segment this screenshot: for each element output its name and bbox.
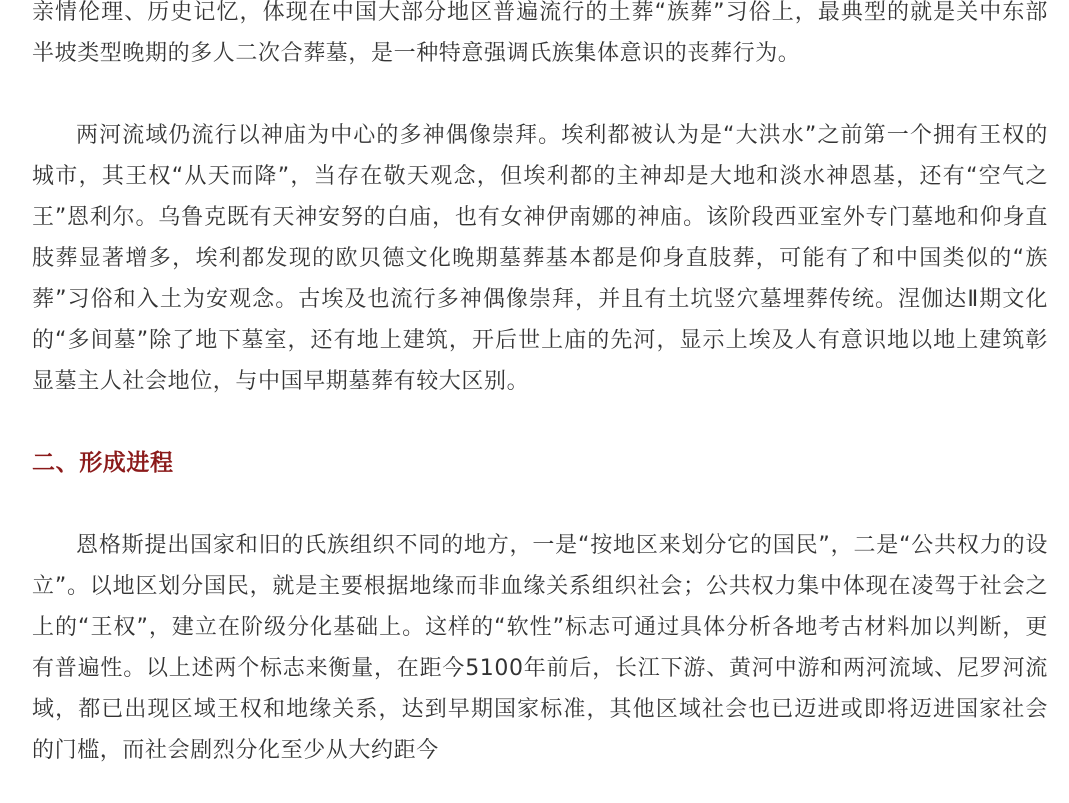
- paragraph-spacer: [32, 402, 1048, 443]
- paragraph-spacer: [32, 484, 1048, 525]
- paragraph-burial-customs: 亲情伦理、历史记忆，体现在中国大部分地区普遍流行的土葬“族葬”习俗上，最典型的就是关中东部半坡类型晚期的多人二次合葬墓，是一种特意强调氏族集体意识的丧葬行为。: [32, 0, 1048, 66]
- paragraph-spacer: [32, 74, 1048, 115]
- section-heading: 二、形成进程: [32, 450, 174, 476]
- article-body: [32, 0, 1048, 771]
- paragraph-mesopotamia-egypt: 两河流域仍流行以神庙为中心的多神偶像崇拜。埃利都被认为是“大洪水”之前第一个拥有王权的城市，其王权“从天而降”，当存在敬天观念，但埃利都的主神却是大地和淡水神恩基，还有“空气之王”恩利尔。乌鲁克既有天神安努的白庙，也有女神伊南娜的神庙。该阶段西亚室外专门墓地和仰身直肢葬显著增多，埃利都发现的欧贝德文化晚期墓葬基本都是仰身直肢葬，可能有了和中国类似的“族葬”习俗和入土为安观念。古埃及也流行多神偶像崇拜，并且有土坑竖穴墓埋葬传统。涅伽达Ⅱ期文化的“多间墓”除了地下墓室，还有地上建筑，开后世上庙的先河，显示上埃及人有意识地以地上建筑彰显墓主人社会地位，与中国早期墓葬有较大区别。: [32, 123, 1048, 394]
- paragraph-formation-process: 恩格斯提出国家和旧的氏族组织不同的地方，一是“按地区来划分它的国民”，二是“公共权力的设立”。以地区划分国民，就是主要根据地缘而非血缘关系组织社会；公共权力集中体现在凌驾于社会之上的“王权”，建立在阶级分化基础上。这样的“软性”标志可通过具体分析各地考古材料加以判断，更有普遍性。以上述两个标志来衡量，在距今5100年前后，长江下游、黄河中游和两河流域、尼罗河流域，都已出现区域王权和地缘关系，达到早期国家标准，其他区域社会也已迈进或即将迈进国家社会的门槛，而社会剧烈分化至少从大约距今: [32, 533, 1048, 763]
